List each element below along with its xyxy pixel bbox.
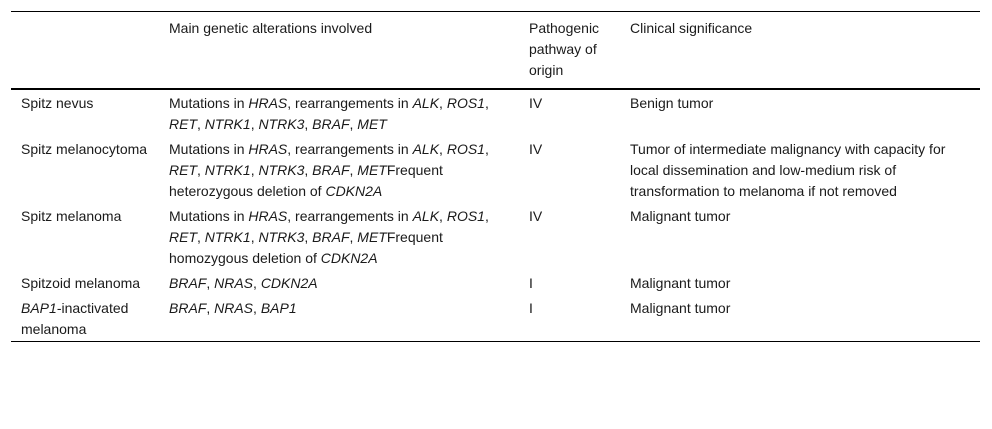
gene-name: MET <box>357 162 387 178</box>
gene-name: RET <box>169 229 197 245</box>
cell-entity: BAP1-inactivated melanoma <box>21 300 129 337</box>
table-body <box>11 89 980 342</box>
gene-name: BRAF <box>312 229 350 245</box>
cell-pathway: I <box>529 275 533 291</box>
gene-name: ROS1 <box>446 141 485 157</box>
cell-significance: Malignant tumor <box>630 208 731 224</box>
gene-name: BAP1 <box>21 300 57 316</box>
table-row <box>11 136 980 203</box>
gene-name: BRAF <box>169 275 207 291</box>
gene-name: CDKN2A <box>260 275 318 291</box>
cell-alterations: BRAF, NRAS, BAP1 <box>169 300 297 316</box>
cell-entity: Spitz melanoma <box>21 208 122 224</box>
genetic-alterations-table <box>11 11 980 342</box>
gene-name: ROS1 <box>446 95 485 111</box>
gene-name: ALK <box>412 141 440 157</box>
gene-name: BRAF <box>312 162 350 178</box>
gene-name: NTRK1 <box>204 229 251 245</box>
cell-alterations: Mutations in HRAS, rearrangements in ALK, ROS1, RET, NTRK1, NTRK3, BRAF, METFrequent homozygous deletion of CDKN2A <box>169 208 489 266</box>
gene-name: RET <box>169 162 197 178</box>
gene-name: HRAS <box>248 95 288 111</box>
gene-name: BAP1 <box>260 300 297 316</box>
gene-name: CDKN2A <box>320 250 378 266</box>
gene-name: ALK <box>412 208 440 224</box>
header-alterations: Main genetic alterations involved <box>169 20 373 36</box>
cell-significance: Malignant tumor <box>630 275 731 291</box>
gene-name: HRAS <box>248 141 288 157</box>
header-entity <box>11 12 159 90</box>
cell-significance: Malignant tumor <box>630 300 731 316</box>
cell-alterations: BRAF, NRAS, CDKN2A <box>169 275 318 291</box>
table-row <box>11 203 980 270</box>
gene-name: HRAS <box>248 208 288 224</box>
gene-name: NTRK3 <box>258 229 305 245</box>
cell-pathway: IV <box>529 208 543 224</box>
gene-name: NTRK3 <box>258 116 305 132</box>
gene-name: NRAS <box>214 275 254 291</box>
table-row <box>11 295 980 342</box>
table-row <box>11 270 980 295</box>
cell-alterations: Mutations in HRAS, rearrangements in ALK, ROS1, RET, NTRK1, NTRK3, BRAF, METFrequent heterozygous deletion of CDKN2A <box>169 141 489 199</box>
gene-name: CDKN2A <box>325 183 383 199</box>
cell-significance: Benign tumor <box>630 95 714 111</box>
cell-entity: Spitz nevus <box>21 95 94 111</box>
gene-name: BRAF <box>312 116 350 132</box>
header-pathway: Pathogenic pathway of origin <box>529 20 600 78</box>
gene-name: RET <box>169 116 197 132</box>
gene-name: NTRK1 <box>204 116 251 132</box>
gene-name: NTRK3 <box>258 162 305 178</box>
cell-pathway: IV <box>529 141 543 157</box>
gene-name: BRAF <box>169 300 207 316</box>
cell-significance: Tumor of intermediate malignancy with capacity for local dissemination and low-medium risk of transformation to melanoma if not removed <box>630 141 946 199</box>
table-header <box>11 12 980 90</box>
gene-name: NRAS <box>214 300 254 316</box>
table-row <box>11 89 980 136</box>
gene-name: NTRK1 <box>204 162 251 178</box>
cell-pathway: I <box>529 300 533 316</box>
gene-name: MET <box>357 116 387 132</box>
cell-alterations: Mutations in HRAS, rearrangements in ALK, ROS1, RET, NTRK1, NTRK3, BRAF, MET <box>169 95 489 132</box>
gene-name: ROS1 <box>446 208 485 224</box>
gene-name: MET <box>357 229 387 245</box>
table-container <box>11 11 980 342</box>
gene-name: ALK <box>412 95 440 111</box>
cell-entity: Spitz melanocytoma <box>21 141 148 157</box>
cell-entity: Spitzoid melanoma <box>21 275 141 291</box>
cell-pathway: IV <box>529 95 543 111</box>
header-significance: Clinical significance <box>630 20 753 36</box>
header-row <box>11 12 980 90</box>
